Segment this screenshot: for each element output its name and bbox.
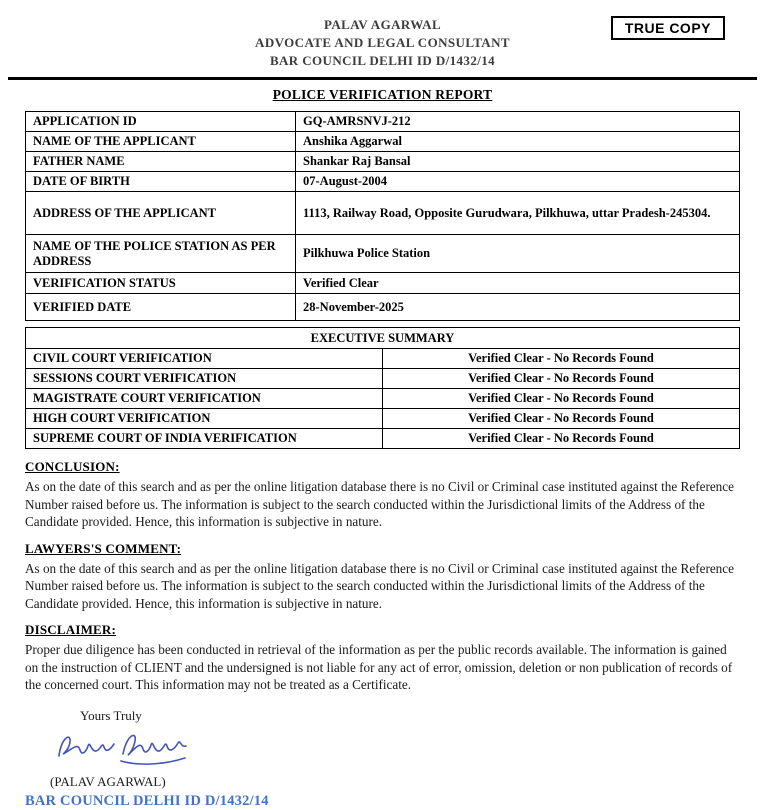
disclaimer-section	[25, 622, 740, 694]
disclaimer-body: Proper due diligence has been conducted in retrieval of the information as per the public records available. The information is gained on the instruction of CLIENT and the undersigned is not liable for any act of error, omission, deletion or non publication of records of the concerned court. This information may not be treated as a Certificate.	[25, 642, 733, 692]
row-value: Verified Clear - No Records Found	[383, 389, 740, 409]
row-label: VERIFIED DATE	[26, 294, 296, 321]
signature	[53, 726, 740, 774]
row-value: Anshika Aggarwal	[296, 132, 740, 152]
row-value: Pilkhuwa Police Station	[296, 235, 740, 273]
executive-summary-table	[25, 327, 740, 449]
row-label: FATHER NAME	[26, 152, 296, 172]
row-value: Verified Clear - No Records Found	[383, 369, 740, 389]
table-row	[26, 409, 740, 429]
lawyers-comment-section	[25, 541, 740, 613]
row-label: SESSIONS COURT VERIFICATION	[26, 369, 383, 389]
row-label: NAME OF THE POLICE STATION AS PER ADDRESS	[26, 235, 296, 273]
row-value: Verified Clear - No Records Found	[383, 429, 740, 449]
table-row	[26, 273, 740, 294]
row-label: CIVIL COURT VERIFICATION	[26, 349, 383, 369]
disclaimer-heading: DISCLAIMER:	[25, 622, 117, 637]
row-value: 28-November-2025	[296, 294, 740, 321]
conclusion-heading: CONCLUSION:	[25, 459, 120, 474]
table-row	[26, 429, 740, 449]
row-label: VERIFICATION STATUS	[26, 273, 296, 294]
row-value: GQ-AMRSNVJ-212	[296, 112, 740, 132]
conclusion-body: As on the date of this search and as per the online litigation database there is no Civil or Criminal case instituted against the Reference Number raised before us. The information is subject to the search conducted within the Jurisdictional limits of the Address of the Candidate provided. Hence, this information is subjective in nature.	[25, 479, 734, 529]
table-row	[26, 389, 740, 409]
signature-ink	[53, 726, 203, 774]
row-label: MAGISTRATE COURT VERIFICATION	[26, 389, 383, 409]
advocate-name: PALAV AGARWAL	[323, 17, 442, 32]
lawyers-comment-heading: LAWYERS'S COMMENT:	[25, 540, 182, 556]
table-row	[26, 192, 740, 235]
row-label: APPLICATION ID	[26, 112, 296, 132]
table-row	[26, 112, 740, 132]
table-row	[26, 294, 740, 321]
row-label: ADDRESS OF THE APPLICANT	[26, 192, 296, 235]
row-value: 1113, Railway Road, Opposite Gurudwara, Pilkhuwa, uttar Pradesh-245304.	[296, 192, 740, 235]
header-divider	[8, 77, 757, 80]
true-copy-stamp: TRUE COPY	[611, 16, 725, 40]
row-label: NAME OF THE APPLICANT	[26, 132, 296, 152]
row-value: Verified Clear - No Records Found	[383, 349, 740, 369]
table-row	[26, 132, 740, 152]
signatory-name: (PALAV AGARWAL)	[50, 773, 166, 789]
row-label: DATE OF BIRTH	[26, 172, 296, 192]
table-row	[26, 235, 740, 273]
summary-header-row	[26, 328, 740, 349]
report-table	[25, 111, 740, 321]
row-label: SUPREME COURT OF INDIA VERIFICATION	[26, 429, 383, 449]
table-row	[26, 172, 740, 192]
lawyers-comment-body: As on the date of this search and as per the online litigation database there is no Civil or Criminal case instituted against the Reference Number raised before us. The information is subject to the search conducted within the Jurisdictional limits of the Address of the Candidate provided. Hence, this information is subjective in nature.	[25, 560, 734, 611]
row-value: Verified Clear - No Records Found	[383, 409, 740, 429]
advocate-bar-id: BAR COUNCIL DELHI ID D/1432/14	[269, 53, 496, 68]
row-value: Verified Clear	[296, 273, 740, 294]
report-title: POLICE VERIFICATION REPORT	[272, 87, 493, 102]
row-value: Shankar Raj Bansal	[296, 152, 740, 172]
advocate-title: ADVOCATE AND LEGAL CONSULTANT	[255, 35, 510, 50]
row-label: HIGH COURT VERIFICATION	[26, 409, 383, 429]
row-value: 07-August-2004	[296, 172, 740, 192]
table-row	[26, 349, 740, 369]
table-row	[26, 369, 740, 389]
table-row	[26, 152, 740, 172]
footer-bar-id: BAR COUNCIL DELHI ID D/1432/14	[25, 792, 269, 809]
conclusion-section	[25, 459, 740, 531]
closing-text: Yours Truly	[80, 707, 142, 723]
summary-title: EXECUTIVE SUMMARY	[26, 328, 740, 349]
